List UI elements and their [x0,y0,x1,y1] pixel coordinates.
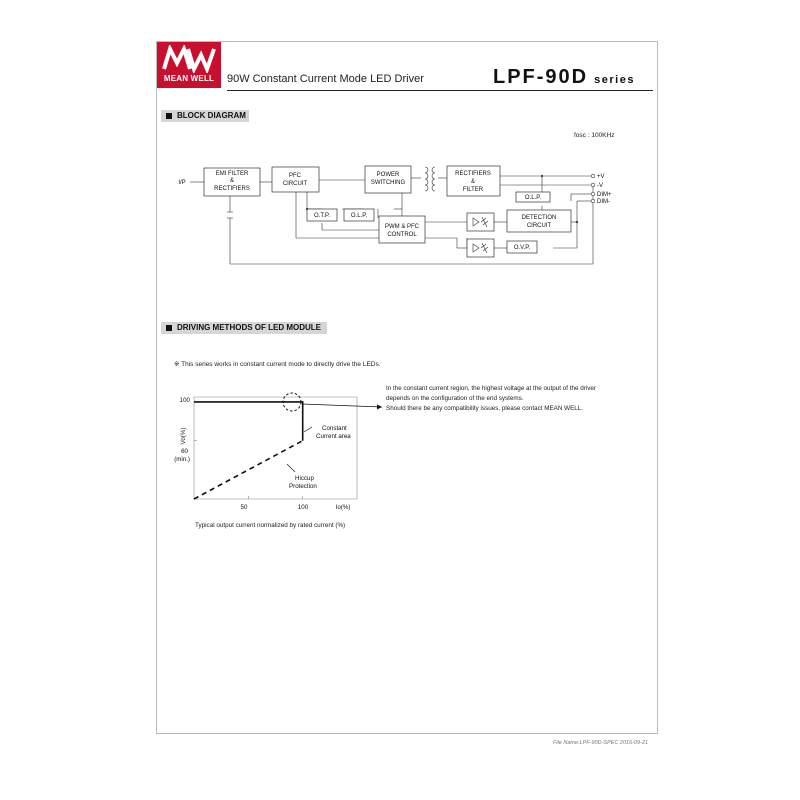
constant-current-line [194,402,303,441]
detection-text-1: DETECTION [521,215,557,221]
pfc-text-1: PFC [289,173,301,179]
out-dimplus-label: DIM+ [597,192,612,198]
emi-text-2: & [229,178,235,184]
rect-text-1: RECTIFIERS [455,171,491,177]
ip-label: I/P [178,180,186,186]
rect-text-2: & [470,179,476,185]
series-note: ※ This series works in constant current mode to directly drive the LEDs. [174,361,381,368]
annotation-constant-2: Current area [316,433,351,440]
terminal-dimplus-icon [591,192,595,196]
section-heading-block-diagram: BLOCK DIAGRAM [161,110,249,122]
driving-description [386,384,648,414]
datasheet-page [156,41,658,746]
xtick-100: 100 [297,504,309,511]
ytick-100: 100 [179,397,190,404]
annotation-hiccup-2: Protection [289,483,317,490]
power-text-2: SWITCHING [370,180,406,186]
xtick-50: 50 [240,504,248,511]
logo-text: MEAN WELL [163,74,215,83]
description-line-3: Should there be any compatibility issues, please contact MEAN WELL. [386,405,584,412]
out-vminus-label: -V [597,183,603,189]
olp-left-text: O.L.P. [350,213,368,219]
terminal-dimminus-icon [591,199,595,203]
out-vplus-label: +V [597,174,605,180]
page-subtitle: 90W Constant Current Mode LED Driver [227,73,424,85]
terminal-vminus-icon [591,183,595,187]
ovp-text: O.V.P. [513,245,531,251]
rect-text-3: FILTER [462,187,484,193]
emi-text-1: EMI FILTER [215,171,249,177]
out-dimminus-label: DIM- [597,199,610,205]
annotation-constant-1: Constant [322,425,347,432]
optocoupler-lower-icon [467,239,494,257]
vi-curve-chart [157,372,387,522]
otp-text: O.T.P. [314,213,330,219]
annotation-arrow-icon [302,404,382,407]
power-text-1: POWER [376,172,400,178]
hiccup-protection-line [194,441,303,499]
y-axis-label: Vo(%) [180,427,187,445]
pwm-text-2: CONTROL [387,232,417,238]
x-axis-label: Io(%) [335,504,351,511]
optocoupler-upper-icon [467,213,494,231]
terminal-vplus-icon [591,174,595,178]
pfc-circuit-block [272,167,319,192]
section-heading-driving-methods: DRIVING METHODS OF LED MODULE [161,322,327,334]
description-line-1: In the constant current region, the highest voltage at the output of the driver [386,385,597,392]
detection-text-2: CIRCUIT [526,223,552,229]
pfc-text-2: CIRCUIT [282,181,308,187]
olp-right-text: O.L.P. [524,195,542,201]
pwm-text-1: PWM & PFC [385,224,419,230]
fosc-label: fosc : 100KHz [574,132,615,139]
block-diagram [157,42,657,292]
emi-text-3: RECTIFIERS [214,186,250,192]
ytick-60-sub: (min.) [174,456,190,463]
file-name-footer: File Name:LPF-90D-SPEC 2016-09-21 [553,740,649,746]
description-line-2: depends on the configuration of the end systems. [386,395,524,402]
annotation-hiccup-1: Hiccup [295,475,314,482]
model-series: series [594,74,635,86]
ytick-60: 60 [181,448,188,455]
model-name: LPF-90D [493,66,589,88]
chart-caption: Typical output current normalized by rated current (%) [195,522,346,529]
